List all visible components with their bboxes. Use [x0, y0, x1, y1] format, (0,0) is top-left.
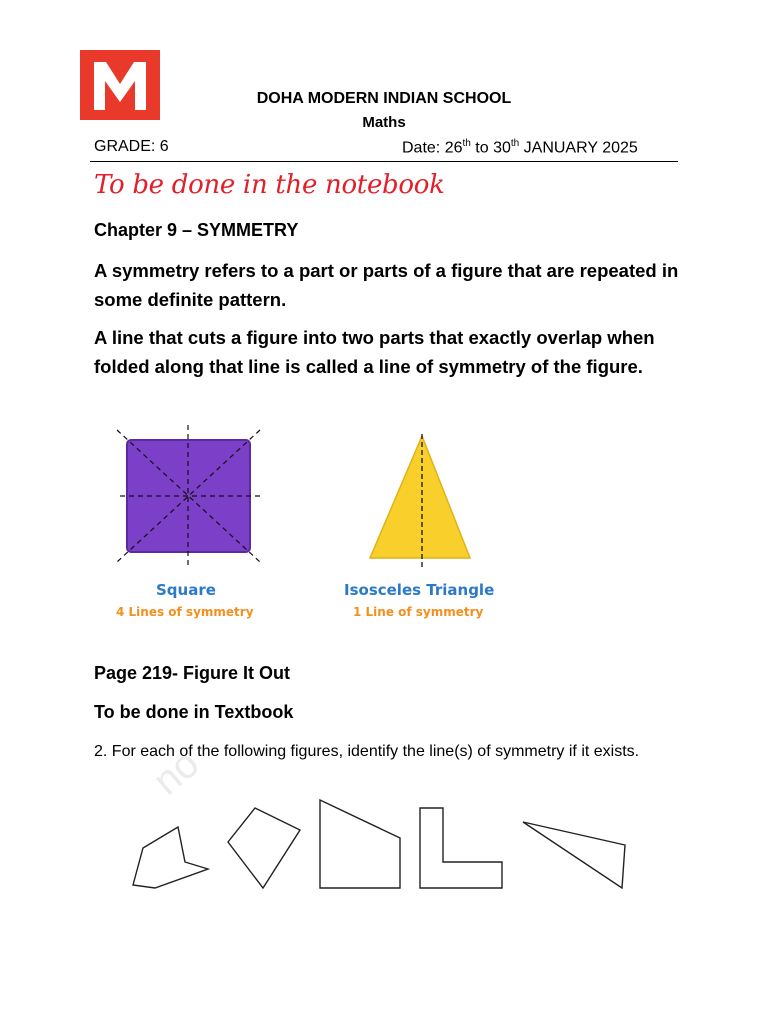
grade-label: GRADE: 6 — [94, 138, 169, 155]
textbook-instruction: To be done in Textbook — [94, 702, 294, 722]
date-label: Date: 26th to 30th JANUARY 2025 — [402, 138, 638, 157]
exercise-shapes — [120, 790, 640, 900]
section-heading: Page 219- Figure It Out — [94, 663, 291, 683]
shape-triangle — [523, 822, 625, 888]
square-label: Square — [156, 581, 216, 599]
shape-trapezoid — [320, 800, 400, 888]
watermark: no — [145, 741, 208, 804]
triangle-symmetry-count: 1 Line of symmetry — [353, 605, 484, 619]
school-name: DOHA MODERN INDIAN SCHOOL — [256, 90, 512, 107]
square-figure — [117, 425, 260, 568]
triangle-figure — [370, 434, 470, 570]
notebook-instruction: To be done in the notebook — [94, 170, 445, 200]
definition-paragraph: A symmetry refers to a part or parts of a figure that are repeated in some definite pattern. — [94, 260, 679, 310]
shape-l-shape — [420, 808, 502, 888]
square-symmetry-count: 4 Lines of symmetry — [116, 605, 254, 619]
school-logo — [80, 50, 160, 120]
chapter-heading: Chapter 9 – SYMMETRY — [94, 220, 299, 240]
line-of-symmetry-paragraph: A line that cuts a figure into two parts that exactly overlap when folded along that line is called a line of symmetry of the figure. — [94, 327, 655, 377]
shape-kite — [228, 808, 300, 888]
subject-title: Maths — [362, 114, 406, 131]
question-text: 2. For each of the following figures, identify the line(s) of symmetry if it exists. — [94, 743, 640, 760]
header-divider — [90, 161, 678, 162]
shape-notched-pentagon — [133, 827, 208, 888]
triangle-label: Isosceles Triangle — [344, 581, 495, 599]
